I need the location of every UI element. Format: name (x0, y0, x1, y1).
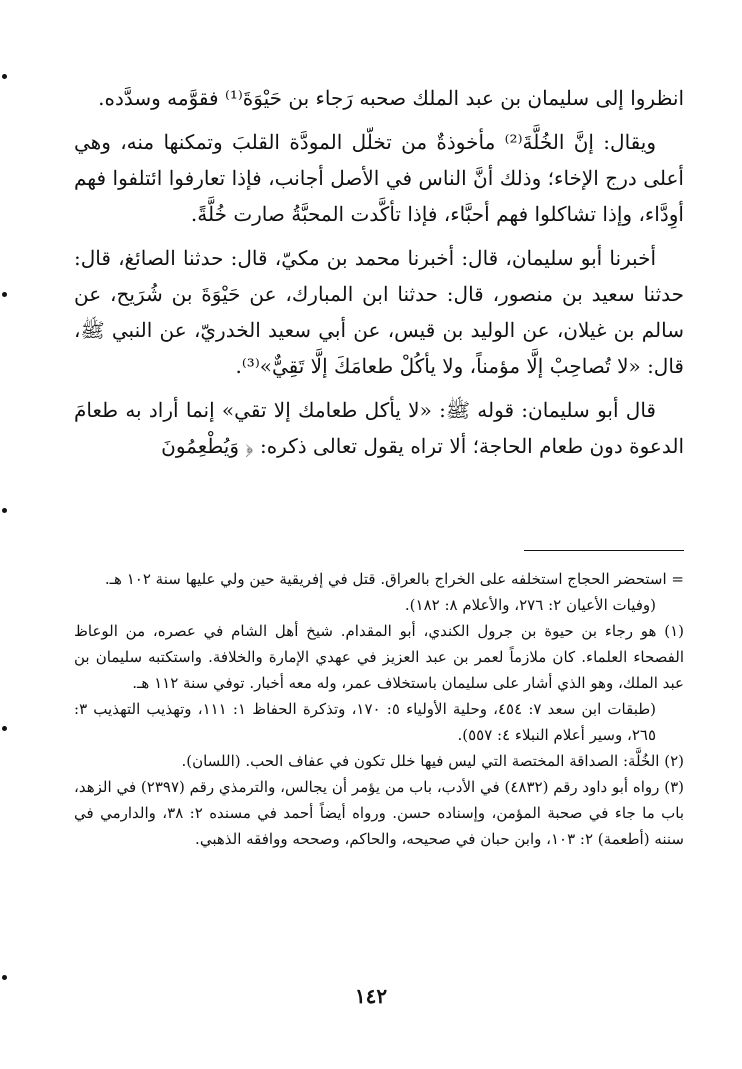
footnote-source: (وفيات الأعيان ٢: ٢٧٦، والأعلام ٨: ١٨٢). (404, 596, 656, 614)
margin-dot (2, 74, 7, 79)
main-text (74, 80, 684, 472)
paragraph: انظروا إلى سليمان بن عبد الملك صحبه رَجاء بن حَيْوَةَ⁽¹⁾ فقوَّمه وسدَّده. (98, 86, 684, 110)
footnote-separator (524, 550, 684, 551)
footnotes (74, 566, 684, 852)
footnote-2: (٢) الخُلَّة: الصداقة المختصة التي ليس فيها خلل تكون في عفاف الحب. (اللسان). (181, 752, 684, 770)
margin-dot (2, 292, 7, 297)
footnote-1: (١) هو رجاء بن حيوة بن جرول الكندي، أبو المقدام. شيخ أهل الشام في عصره، من الوعاظ الفصحاء العلماء. كان ملازماً لعمر بن عبد العزيز في عهدي الإمارة والخلافة. واستكتبه سليمان بن عبد الملك، وهو الذي أشار على سليمان باستخلاف عمر، وله معه أخبار. توفي سنة ١١٢ هـ. (74, 622, 684, 692)
paragraph: ويقال: إنَّ الخُلَّةَ⁽²⁾ مأخوذةٌ من تخلّل المودَّة القلبَ وتمكنها منه، وهي أعلى درج الإخاء؛ وذلك أنَّ الناس في الأصل أجانب، فإذا تعارفوا ائتلفوا فهم أوِدَّاء، وإذا تشاكلوا فهم أحبَّاء، فإذا تأكَّدت المحبَّةُ صارت خُلَّةً. (74, 130, 684, 226)
margin-dot (2, 975, 7, 980)
paragraph: قال أبو سليمان: قوله ﷺ: «لا يأكل طعامك إلا تقي» إنما أراد به طعامَ الدعوة دون طعام الحاجة؛ ألا تراه يقول تعالى ذكره: ﴿ وَيُطْعِمُونَ (74, 398, 684, 458)
margin-dot (2, 508, 7, 513)
page-number: ١٤٢ (354, 984, 388, 1008)
footnote-source: (طبقات ابن سعد ٧: ٤٥٤، وحلية الأولياء ٥: ١٧٠، وتذكرة الحفاظ ١: ١١١، وتهذيب التهذيب ٣: ٢٦٥، وسير أعلام النبلاء ٤: ٥٥٧). (74, 700, 657, 744)
margin-dot (2, 726, 7, 731)
paragraph: أخبرنا أبو سليمان، قال: أخبرنا محمد بن مكيّ، قال: حدثنا الصائغ، قال: حدثنا سعيد بن منصور، قال: حدثنا ابن المبارك، عن حَيْوَةَ بن شُرَيح، عن سالم بن غيلان، عن الوليد بن قيس، عن أبي سعيد الخدريّ، عن النبي ﷺ، قال: «لا تُصاحِبْ إلَّا مؤمناً، ولا يأكُلْ طعامَكَ إلَّا تَقِيٌّ»⁽³⁾. (74, 246, 684, 378)
footnote-3: (٣) رواه أبو داود رقم (٤٨٣٢) في الأدب، باب من يؤمر أن يجالس، والترمذي رقم (٢٣٩٧) في الزهد، باب ما جاء في صحبة المؤمن، وإسناده حسن. ورواه أيضاً أحمد في مسنده ٢: ٣٨، والدارمي في سننه (أطعمة) ٢: ١٠٣، وابن حبان في صحيحه، والحاكم، وصححه ووافقه الذهبي. (74, 778, 685, 848)
footnote-continuation: = استحضر الحجاج استخلفه على الخراج بالعراق. قتل في إفريقية حين ولي عليها سنة ١٠٢ هـ. (104, 570, 684, 588)
